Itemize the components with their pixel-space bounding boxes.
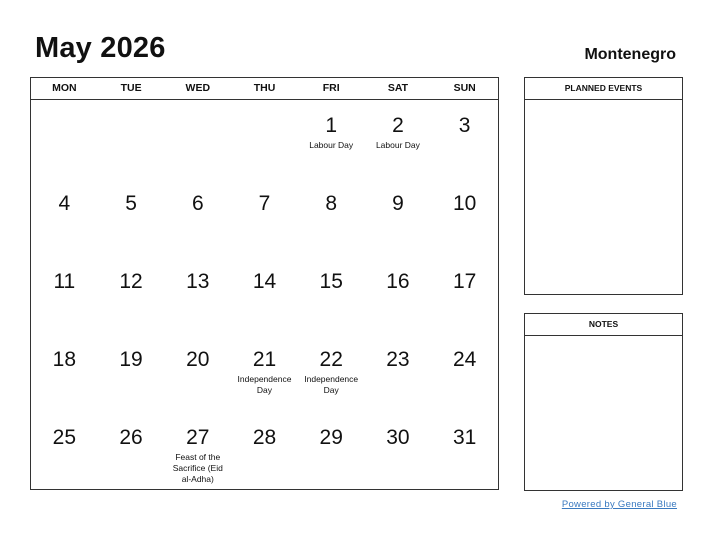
day-cell-9: [365, 178, 432, 256]
day-cell-empty: [231, 100, 298, 178]
day-number: 11: [53, 270, 76, 293]
day-cell-24: [431, 334, 498, 412]
day-cell-25: [31, 412, 98, 490]
day-cell-empty: [31, 100, 98, 178]
day-number: 13: [186, 270, 210, 293]
day-cell-7: [231, 178, 298, 256]
weekday-thu: THU: [253, 82, 276, 94]
day-cell-5: [98, 178, 165, 256]
day-cell-26: [98, 412, 165, 490]
day-cell-8: [298, 178, 365, 256]
day-cell-2: [365, 100, 432, 178]
day-number: 17: [452, 270, 477, 293]
day-number: 30: [386, 426, 410, 449]
day-number: 5: [125, 192, 137, 215]
planned-events-panel: [524, 77, 683, 295]
day-cell-20: [164, 334, 231, 412]
weekday-wed: WED: [185, 82, 211, 94]
calendar-days: [31, 100, 498, 490]
day-cell-1: [298, 100, 365, 178]
day-number: 9: [392, 192, 404, 215]
day-cell-27: [164, 412, 231, 490]
day-number: 25: [52, 426, 77, 449]
holiday-label: Independence Day: [304, 374, 359, 395]
day-number: 12: [119, 270, 143, 293]
day-cell-empty: [98, 100, 165, 178]
notes-panel: [524, 313, 683, 491]
day-cell-3: [431, 100, 498, 178]
day-number: 7: [258, 192, 271, 215]
day-number: 22: [319, 348, 343, 371]
weekday-fri: FRI: [322, 82, 340, 94]
holiday-label: Independence Day: [237, 374, 292, 395]
calendar-grid: [30, 77, 499, 490]
day-number: 2: [392, 114, 404, 137]
day-number: 1: [325, 114, 338, 137]
weekday-sat: SAT: [387, 82, 409, 94]
day-number: 16: [386, 270, 410, 293]
day-cell-10: [431, 178, 498, 256]
day-number: 6: [191, 192, 204, 215]
day-number: 21: [252, 348, 277, 371]
day-number: 14: [252, 270, 277, 293]
page-title: May 2026: [35, 32, 166, 64]
day-cell-14: [231, 256, 298, 334]
day-number: 19: [119, 348, 143, 371]
day-number: 29: [319, 426, 343, 449]
holiday-label: Labour Day: [309, 140, 354, 150]
weekday-header: [31, 78, 498, 100]
day-cell-11: [31, 256, 98, 334]
day-cell-28: [231, 412, 298, 490]
weekday-tue: TUE: [120, 82, 142, 94]
day-cell-31: [431, 412, 498, 490]
day-cell-22: [298, 334, 365, 412]
day-cell-30: [365, 412, 432, 490]
day-cell-17: [431, 256, 498, 334]
powered-by-link[interactable]: Powered by General Blue: [561, 499, 677, 510]
weekday-mon: MON: [52, 82, 77, 94]
day-cell-empty: [164, 100, 231, 178]
day-number: 31: [452, 426, 477, 449]
day-number: 8: [325, 192, 338, 215]
day-cell-23: [365, 334, 432, 412]
day-number: 3: [458, 114, 471, 137]
day-cell-13: [164, 256, 231, 334]
weekday-sun: SUN: [453, 82, 476, 94]
holiday-label: Labour Day: [375, 140, 420, 150]
holiday-label: Feast of the Sacrifice (Eid al-Adha): [172, 452, 223, 484]
day-number: 27: [186, 426, 210, 449]
planned-events-heading: PLANNED EVENTS: [525, 78, 682, 100]
day-cell-15: [298, 256, 365, 334]
day-number: 15: [319, 270, 343, 293]
day-number: 10: [452, 192, 477, 215]
day-number: 24: [452, 348, 477, 371]
day-cell-12: [98, 256, 165, 334]
day-cell-21: [231, 334, 298, 412]
day-number: 4: [58, 192, 71, 215]
day-number: 18: [52, 348, 77, 371]
day-number: 23: [386, 348, 410, 371]
day-number: 20: [186, 348, 210, 371]
day-cell-29: [298, 412, 365, 490]
day-cell-18: [31, 334, 98, 412]
day-cell-19: [98, 334, 165, 412]
day-number: 28: [252, 426, 277, 449]
day-cell-16: [365, 256, 432, 334]
day-number: 26: [119, 426, 143, 449]
country-label: Montenegro: [584, 46, 676, 63]
notes-heading: NOTES: [525, 314, 682, 336]
day-cell-4: [31, 178, 98, 256]
day-cell-6: [164, 178, 231, 256]
